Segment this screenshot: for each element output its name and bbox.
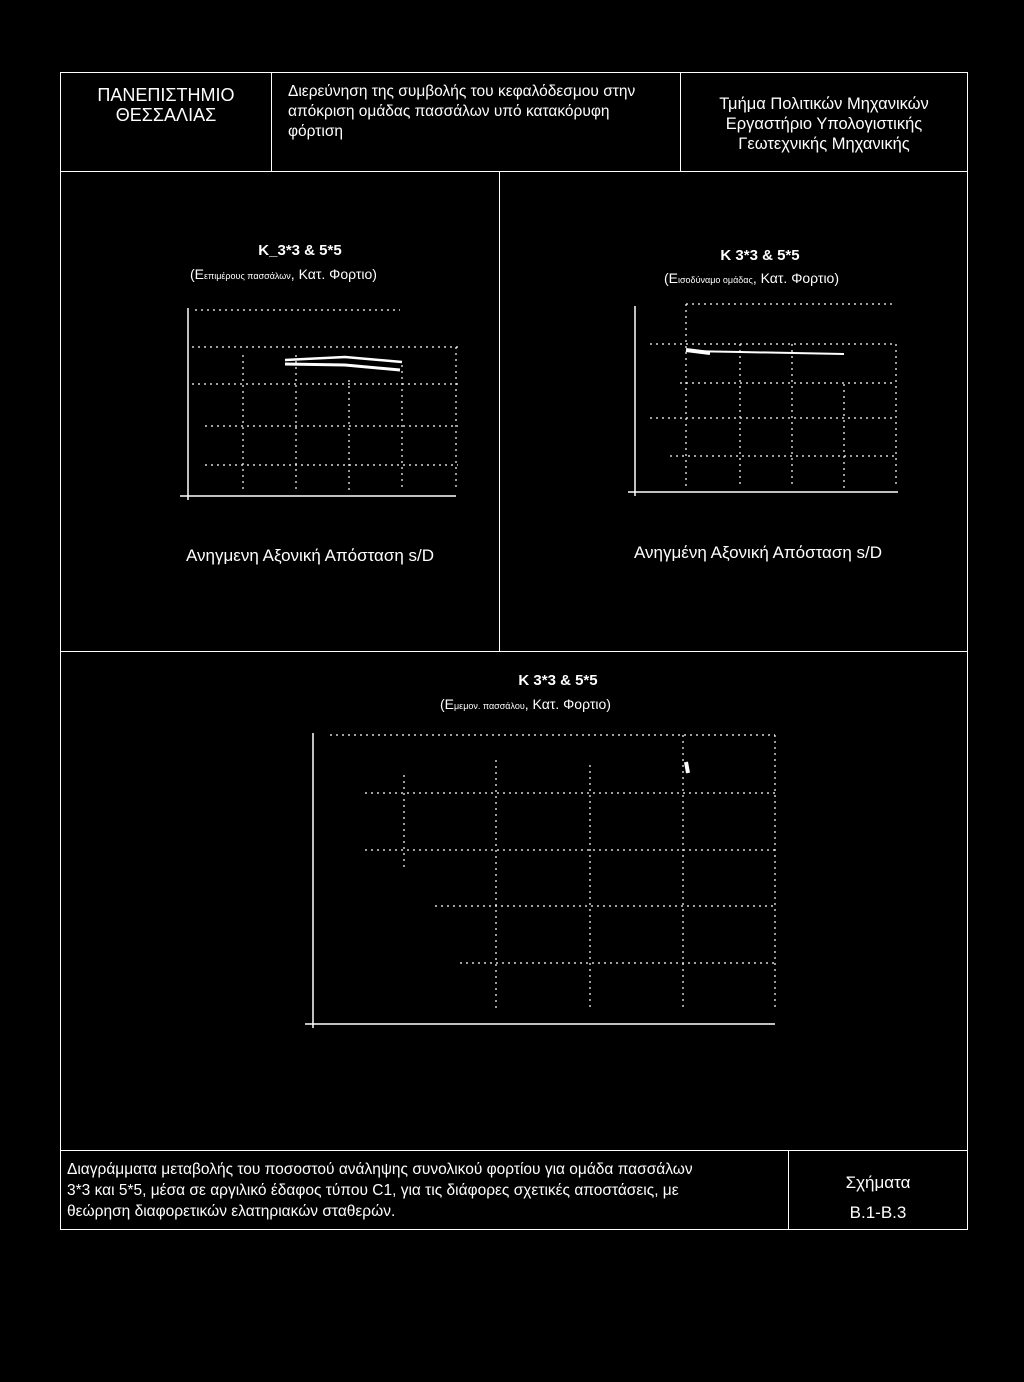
chart2-subtitle-prefix: (E bbox=[664, 270, 678, 286]
chart2-subtitle-suffix: , Κατ. Φορτιο) bbox=[752, 270, 840, 286]
chart1-xlabel: Ανηγμενη Αξονική Απόσταση s/D bbox=[186, 546, 435, 565]
chart3-subtitle-suffix: , Κατ. Φορτιο) bbox=[524, 696, 611, 712]
chart2-plot bbox=[628, 304, 898, 496]
figures-range: Β.1-Β.3 bbox=[849, 1203, 907, 1222]
chart2-grid bbox=[650, 304, 896, 488]
chart1-series-2 bbox=[285, 364, 400, 370]
caption-line3: θεώρηση διαφορετικών ελατηριακών σταθερών. bbox=[67, 1203, 396, 1220]
caption-line2: 3*3 και 5*5, μέσα σε αργιλικό έδαφος τύπου C1, για τις διάφορες σχετικές αποστάσεις, με bbox=[67, 1182, 679, 1199]
chart1-plot bbox=[180, 308, 458, 500]
chart1-title: K_3*3 & 5*5 bbox=[258, 242, 342, 259]
caption-line1: Διαγράμματα μεταβολής του ποσοστού ανάληψης συνολικού φορτίου για ομάδα πασσάλων bbox=[67, 1161, 693, 1178]
chart3-subtitle-subscript: μεμον. πασσάλου bbox=[454, 701, 525, 711]
chart1-series-1 bbox=[285, 357, 402, 362]
chart2-subtitle-subscript: ισοδύναμο ομάδας bbox=[678, 275, 753, 285]
chart2-title: K 3*3 & 5*5 bbox=[720, 247, 800, 264]
figures-reference bbox=[790, 1168, 966, 1228]
chart3-series-1 bbox=[686, 762, 688, 773]
chart3-grid bbox=[330, 735, 775, 1008]
chart3-plot bbox=[305, 733, 775, 1028]
figure-caption bbox=[67, 1159, 787, 1222]
department-line1: Τμήμα Πολιτικών Μηχανικών bbox=[719, 95, 929, 113]
chart1-grid bbox=[192, 310, 458, 490]
department-line2: Εργαστήριο Υπολογιστικής bbox=[725, 115, 923, 133]
study-title-line3: φόρτιση bbox=[288, 123, 344, 140]
figures-label: Σχήματα bbox=[845, 1173, 911, 1192]
chart1-subtitle-subscript: επιμέρους πασσάλων bbox=[204, 271, 291, 281]
university-line2: ΘΕΣΣΑΛΙΑΣ bbox=[115, 105, 217, 125]
study-title-line1: Διερεύνηση της συμβολής του κεφαλόδεσμου στην bbox=[288, 83, 636, 100]
study-title-line2: απόκριση ομάδας πασσάλων υπό κατακόρυφη bbox=[288, 103, 610, 120]
chart1-subtitle-suffix: , Κατ. Φορτιο) bbox=[290, 266, 377, 282]
university-line1: ΠΑΝΕΠΙΣΤΗΜΙΟ bbox=[97, 85, 235, 105]
department-line3: Γεωτεχνικής Μηχανικής bbox=[738, 135, 910, 153]
chart1-subtitle-prefix: (E bbox=[190, 266, 204, 282]
chart3-title: K 3*3 & 5*5 bbox=[518, 672, 598, 689]
chart2-xlabel: Ανηγμένη Αξονική Απόσταση s/D bbox=[634, 543, 883, 562]
chart3-subtitle-prefix: (E bbox=[440, 696, 454, 712]
